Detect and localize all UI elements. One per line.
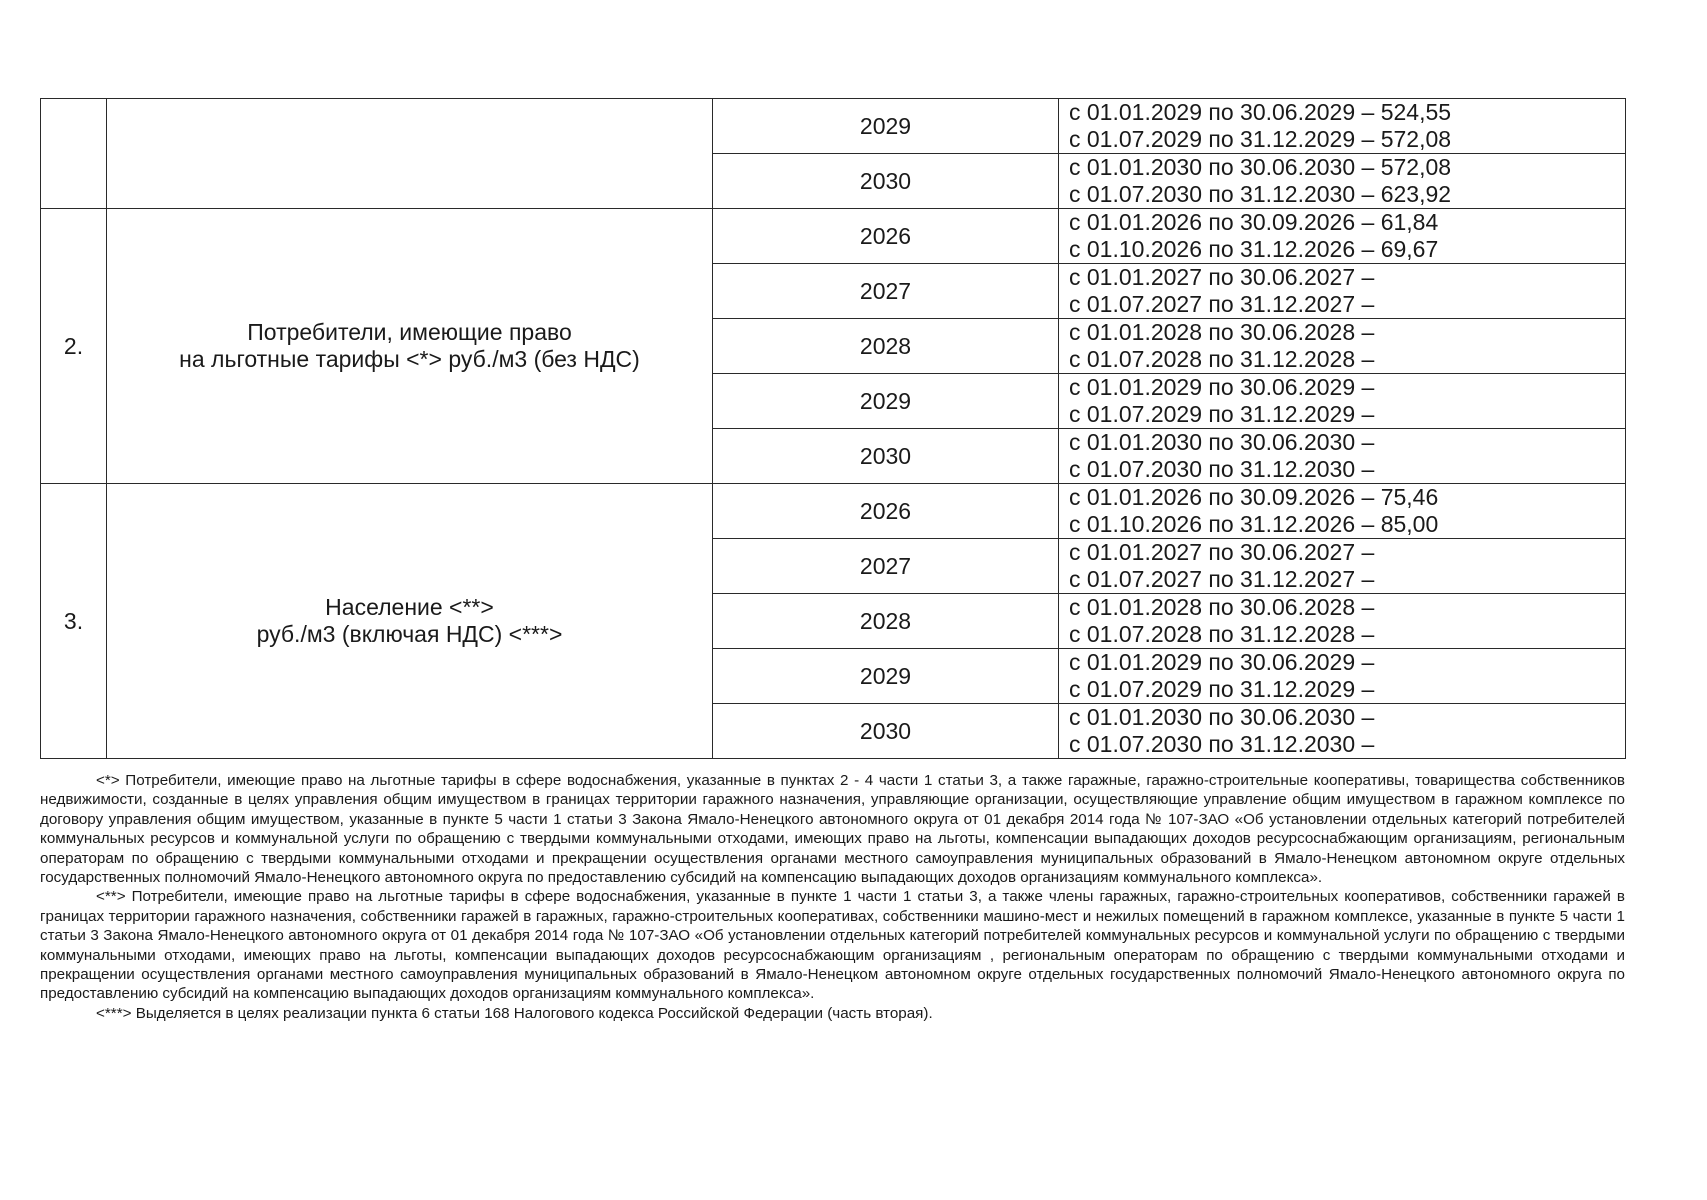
period-line: с 01.07.2030 по 31.12.2030 – 623,92 bbox=[1069, 181, 1452, 207]
tariff-value-cell bbox=[1059, 484, 1626, 539]
period-line: с 01.10.2026 по 31.12.2026 – 69,67 bbox=[1069, 236, 1439, 262]
year-cell: 2030 bbox=[713, 429, 1059, 484]
footnotes bbox=[40, 771, 1625, 1023]
footnote-3: <***> Выделяется в целях реализации пункта 6 статьи 168 Налогового кодекса Российской Федерации (часть вторая). bbox=[96, 1004, 933, 1022]
year-cell: 2029 bbox=[713, 374, 1059, 429]
period-line: с 01.07.2029 по 31.12.2029 – bbox=[1069, 401, 1375, 427]
period-line: с 01.01.2029 по 30.06.2029 – bbox=[1069, 649, 1375, 675]
tariff-value-cell bbox=[1059, 319, 1626, 374]
period-line: с 01.01.2028 по 30.06.2028 – bbox=[1069, 319, 1375, 345]
period-line: с 01.01.2030 по 30.06.2030 – bbox=[1069, 429, 1375, 455]
period-line: с 01.01.2030 по 30.06.2030 – bbox=[1069, 704, 1375, 730]
row-number-cell: 3. bbox=[41, 484, 107, 759]
row-number-cell: 2. bbox=[41, 209, 107, 484]
period-line: с 01.07.2030 по 31.12.2030 – bbox=[1069, 731, 1375, 757]
year-cell: 2026 bbox=[713, 484, 1059, 539]
tariff-value-cell bbox=[1059, 264, 1626, 319]
year-cell: 2028 bbox=[713, 319, 1059, 374]
category-label: на льготные тарифы <*> руб./м3 (без НДС) bbox=[179, 346, 640, 372]
year-cell: 2026 bbox=[713, 209, 1059, 264]
tariff-value-cell bbox=[1059, 539, 1626, 594]
period-line: с 01.10.2026 по 31.12.2026 – 85,00 bbox=[1069, 511, 1439, 537]
year-cell: 2029 bbox=[713, 99, 1059, 154]
period-line: с 01.01.2026 по 30.09.2026 – 61,84 bbox=[1069, 209, 1439, 235]
tariff-table bbox=[40, 98, 1626, 759]
period-line: с 01.07.2027 по 31.12.2027 – bbox=[1069, 291, 1375, 317]
period-line: с 01.01.2030 по 30.06.2030 – 572,08 bbox=[1069, 154, 1452, 180]
year-cell: 2027 bbox=[713, 264, 1059, 319]
category-cell bbox=[107, 209, 713, 484]
period-line: с 01.01.2028 по 30.06.2028 – bbox=[1069, 594, 1375, 620]
tariff-value-cell bbox=[1059, 374, 1626, 429]
tariff-value-cell bbox=[1059, 594, 1626, 649]
category-label: Население <**> bbox=[325, 594, 494, 620]
row-number-cell bbox=[41, 99, 107, 209]
tariff-value-cell bbox=[1059, 209, 1626, 264]
table-row bbox=[41, 484, 1626, 539]
category-label: Потребители, имеющие право bbox=[247, 319, 572, 345]
period-line: с 01.01.2029 по 30.06.2029 – bbox=[1069, 374, 1375, 400]
period-line: с 01.07.2028 по 31.12.2028 – bbox=[1069, 621, 1375, 647]
category-cell bbox=[107, 99, 713, 209]
footnote-2: <**> Потребители, имеющие право на льготные тарифы в сфере водоснабжения, указанные в пункте 1 части 1 статьи 3, а также члены гаражных, гаражно-строительных кооперативов, собственники гаражей в границах территории гаражного назначения, собственники гаражей в гаражных, гаражно-строительных кооперативах, собственники машино-мест и нежилых помещений в гаражном комплексе, указанные в пункте 5 части 1 статьи 3 Закона Ямало-Ненецкого автономного округа от 01 декабря 2014 года № 107-ЗАО «Об установлении отдельных категорий потребителей коммунальных ресурсов и коммунальной услуги по обращению с твердыми коммунальными отходами, имеющих право на льготы, компенсации выпадающих доходов ресурсоснабжающим организациям , региональным операторам по обращению с твердыми коммунальными отходами и прекращении осуществления органами местного самоуправления муниципальных образований в Ямало-Ненецком автономном округе отдельных государственных полномочий Ямало-Ненецкого автономного округа по предоставлению субсидий на компенсацию выпадающих доходов организациям коммунального комплекса». bbox=[40, 888, 1625, 1003]
period-line: с 01.01.2026 по 30.09.2026 – 75,46 bbox=[1069, 484, 1439, 510]
tariff-value-cell bbox=[1059, 154, 1626, 209]
year-cell: 2027 bbox=[713, 539, 1059, 594]
period-line: с 01.07.2029 по 31.12.2029 – bbox=[1069, 676, 1375, 702]
year-cell: 2030 bbox=[713, 704, 1059, 759]
period-line: с 01.01.2027 по 30.06.2027 – bbox=[1069, 539, 1375, 565]
tariff-value-cell bbox=[1059, 704, 1626, 759]
table-row bbox=[41, 209, 1626, 264]
year-cell: 2029 bbox=[713, 649, 1059, 704]
year-cell: 2028 bbox=[713, 594, 1059, 649]
table-row bbox=[41, 99, 1626, 154]
period-line: с 01.07.2029 по 31.12.2029 – 572,08 bbox=[1069, 126, 1452, 152]
period-line: с 01.07.2028 по 31.12.2028 – bbox=[1069, 346, 1375, 372]
tariff-value-cell bbox=[1059, 99, 1626, 154]
tariff-value-cell bbox=[1059, 649, 1626, 704]
category-cell bbox=[107, 484, 713, 759]
footnote-1: <*> Потребители, имеющие право на льготные тарифы в сфере водоснабжения, указанные в пунктах 2 - 4 части 1 статьи 3, а также гаражные, гаражно-строительные кооперативы, товарищества собственников недвижимости, созданные в целях управления общим имуществом в границах территории гаражного назначения, управляющие организации, осуществляющие управление общим имуществом в гаражном комплексе по договору управления общим имуществом, указанные в пункте 5 части 1 статьи 3 Закона Ямало-Ненецкого автономного округа от 01 декабря 2014 года № 107-ЗАО «Об установлении отдельных категорий потребителей коммунальных ресурсов и коммунальной услуги по обращению с твердыми коммунальными отходами, имеющих право на льготы, компенсации выпадающих доходов ресурсоснабжающим организациям, региональным операторам по обращению с твердыми коммунальными отходами и прекращении осуществления органами местного самоуправления муниципальных образований в Ямало-Ненецком автономном округе отдельных государственных полномочий Ямало-Ненецкого автономного округа по предоставлению субсидий на компенсацию выпадающих доходов организациям коммунального комплекса». bbox=[40, 772, 1625, 887]
period-line: с 01.01.2027 по 30.06.2027 – bbox=[1069, 264, 1375, 290]
tariff-value-cell bbox=[1059, 429, 1626, 484]
year-cell: 2030 bbox=[713, 154, 1059, 209]
period-line: с 01.01.2029 по 30.06.2029 – 524,55 bbox=[1069, 99, 1452, 125]
category-label: руб./м3 (включая НДС) <***> bbox=[256, 621, 563, 647]
period-line: с 01.07.2030 по 31.12.2030 – bbox=[1069, 456, 1375, 482]
period-line: с 01.07.2027 по 31.12.2027 – bbox=[1069, 566, 1375, 592]
